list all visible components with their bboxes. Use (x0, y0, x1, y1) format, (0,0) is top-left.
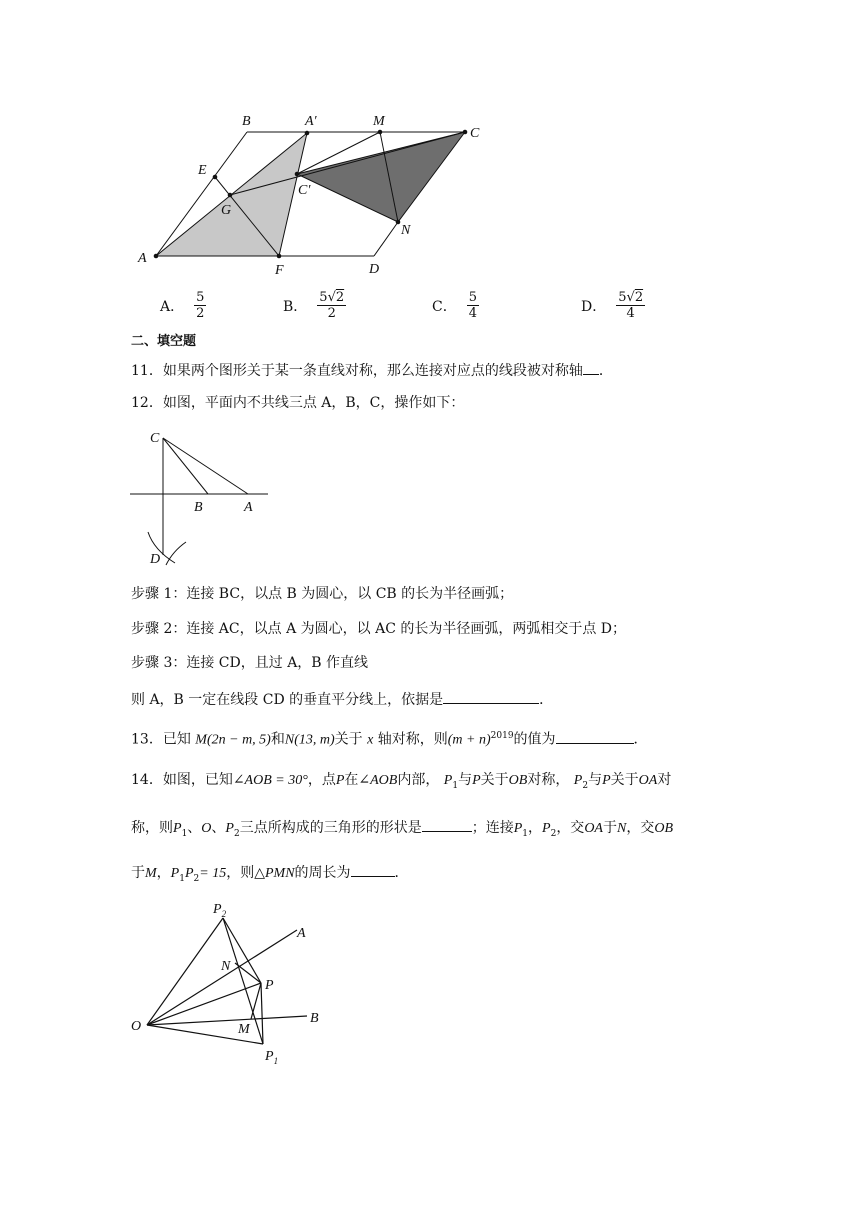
q14-sub2: 2 (550, 828, 557, 839)
option-c-fraction (467, 290, 479, 321)
numerator: 5 (468, 290, 477, 305)
q12-answer-blank[interactable] (443, 689, 539, 704)
q13-text-2: 关于 (334, 731, 363, 748)
section-title: 二、填空题 (131, 334, 197, 349)
radicand: 2 (634, 290, 644, 305)
q14-text: ，交 (556, 820, 585, 836)
question-14-line-3 (131, 862, 409, 888)
q14-answer-blank-2[interactable] (351, 862, 395, 877)
q14-P1: P (443, 773, 453, 788)
q14-text: 在 (344, 772, 359, 788)
coefficient: 5 (618, 290, 627, 305)
q12-conclusion (131, 689, 553, 709)
q14-text: ，交 (626, 820, 655, 836)
q13-M-coords: (2n − m, 5) (206, 732, 271, 748)
q11-text: 11．如果两个图形关于某一条直线对称，那么连接对应点的线段被对称轴 (131, 363, 583, 379)
q12-label-C: C (150, 431, 160, 446)
q14-sub1: 1 (179, 873, 185, 884)
q13-N-coords: (13, m) (294, 732, 335, 748)
q12-end: ． (539, 692, 554, 708)
q14-text: 14．如图，已知 (131, 772, 233, 788)
q14-text: 关于 (610, 772, 639, 788)
numerator: 5√2 (618, 290, 644, 305)
q13-text-1: 13．已知 (131, 731, 191, 748)
q14-text: 对 (657, 772, 672, 788)
q14-text: 于 (131, 865, 145, 881)
q14-text: 称，则 (131, 820, 173, 836)
numerator: 5 (196, 290, 205, 305)
label-F: F (275, 263, 284, 275)
q14-text: 三点所构成的三角形的形状是 (239, 820, 422, 836)
q14-text: 、 (211, 820, 226, 836)
q13-text-3: 轴对称，则 (377, 731, 448, 748)
coefficient: 5 (319, 290, 328, 305)
q14-text: 与 (588, 772, 603, 788)
label-G: G (221, 203, 232, 218)
q14-P: P (472, 773, 481, 788)
option-d-fraction (616, 290, 645, 321)
q12-step-2: 步骤 2：连接 AC，以点 A 为圆心，以 AC 的长为半径画弧，两弧相交于点 D； (131, 621, 627, 637)
q14-label-O: O (131, 1019, 142, 1034)
q14-label-N: N (221, 959, 231, 974)
q13-and: 和 (270, 731, 285, 748)
q14-triangle: △PMN (254, 866, 295, 881)
option-b[interactable] (283, 290, 346, 321)
label-B: B (242, 114, 251, 129)
figure-q14 (125, 895, 335, 1070)
q12-label-B: B (194, 500, 203, 515)
q14-N: N (616, 821, 627, 836)
q14-P: P (335, 773, 345, 788)
q13-exponent: 2019 (490, 731, 514, 741)
q14-P: P (602, 773, 611, 788)
label-N: N (401, 223, 411, 238)
q14-text: ，则 (226, 865, 255, 881)
q12-label-D: D (150, 552, 161, 567)
q14-OA: OA (638, 773, 658, 788)
q14-end: ． (394, 865, 409, 881)
q14-text: 与 (458, 772, 473, 788)
q11-end: ． (598, 363, 613, 379)
label-A: A (138, 251, 147, 266)
q13-point-M: M (195, 732, 207, 748)
q12-step-3: 步骤 3：连接 CD，且过 A，B 作直线 (131, 655, 369, 671)
q14-OB: OB (508, 773, 528, 788)
option-c-label: C． (432, 298, 457, 315)
label-D: D (369, 262, 380, 275)
question-11 (131, 360, 613, 380)
option-d-label: D． (581, 298, 607, 315)
figure-parallelogram (130, 110, 490, 275)
q14-label-B: B (310, 1011, 319, 1026)
label-C-prime: C′ (298, 183, 311, 198)
q14-sub1: 1 (522, 828, 529, 839)
q14-sub2: 2 (193, 873, 200, 884)
q14-text: ；连接 (471, 820, 514, 836)
figure-q12 (128, 425, 273, 567)
q14-P2: P (573, 773, 583, 788)
radicand: 2 (335, 290, 345, 305)
denominator: 4 (626, 306, 635, 321)
q14-sub2: 2 (233, 828, 240, 839)
q14-OA: OA (584, 821, 603, 836)
q14-label-P2: $P_2$ (213, 902, 227, 919)
q14-OB: OB (654, 821, 673, 836)
q14-sub1: 1 (181, 828, 188, 839)
denominator: 4 (468, 306, 477, 321)
label-C: C (470, 126, 480, 141)
q14-P1: P (170, 866, 180, 881)
q12-conclusion-text: 则 A，B 一定在线段 CD 的垂直平分线上，依据是 (131, 692, 444, 708)
q14-label-A: A (297, 926, 306, 941)
q14-text: 内部， (397, 772, 440, 788)
q14-label-M: M (238, 1022, 250, 1037)
label-M: M (373, 114, 385, 129)
option-a[interactable] (160, 290, 206, 321)
question-12-intro: 12．如图，平面内不共线三点 A，B，C，操作如下： (131, 395, 465, 411)
q14-text: ， (156, 865, 171, 881)
q14-label-P: P (265, 978, 274, 993)
q14-angle2: ∠AOB (358, 773, 398, 788)
question-13 (131, 727, 648, 750)
q14-P2: P (184, 866, 194, 881)
denominator: 2 (196, 306, 205, 321)
q13-answer-blank[interactable] (556, 729, 634, 744)
q14-label-P1: $P_1$ (265, 1049, 279, 1066)
q13-text-4: 的值为 (513, 731, 556, 748)
q14-P2: P (542, 821, 551, 836)
q14-text: ， (528, 820, 543, 836)
q14-P2: P (225, 821, 234, 836)
q14-text: 的周长为 (294, 865, 351, 881)
q14-O: O (201, 821, 212, 836)
option-a-fraction (194, 290, 206, 321)
q14-text: ，点 (307, 772, 336, 788)
question-14-line-2 (131, 817, 673, 843)
option-b-fraction (317, 290, 346, 321)
question-14-line-1 (131, 771, 671, 795)
q11-answer-blank[interactable] (583, 360, 599, 375)
numerator: 5√2 (319, 290, 345, 305)
q14-text: 于 (602, 820, 617, 836)
q14-P1: P (173, 821, 182, 836)
q14-M: M (145, 866, 157, 881)
q13-end: ． (633, 731, 648, 748)
q14-text: 关于 (480, 772, 509, 788)
q14-angle: ∠AOB = 30° (232, 773, 308, 788)
q14-sub2: 2 (582, 780, 589, 791)
option-a-label: A． (160, 298, 185, 315)
q14-P1: P (513, 821, 523, 836)
q12-step-1: 步骤 1：连接 BC，以点 B 为圆心，以 CB 的长为半径画弧； (131, 586, 514, 602)
denominator: 2 (327, 306, 336, 321)
option-c[interactable] (432, 290, 479, 321)
option-d[interactable] (581, 290, 645, 321)
q14-answer-blank-1[interactable] (422, 817, 472, 832)
q13-point-N: N (284, 732, 295, 748)
label-A-prime: A′ (305, 114, 317, 129)
dark-shaded-region (297, 132, 465, 222)
q14-text: 对称， (527, 772, 570, 788)
q14-eq: = 15 (199, 866, 227, 881)
label-E: E (198, 163, 207, 178)
q14-text: 、 (187, 820, 202, 836)
q12-label-A: A (244, 500, 253, 515)
q13-x: x (367, 732, 374, 748)
q13-expression: (m + n) (447, 732, 491, 748)
q14-sub1: 1 (452, 780, 459, 791)
option-b-label: B． (283, 298, 308, 315)
